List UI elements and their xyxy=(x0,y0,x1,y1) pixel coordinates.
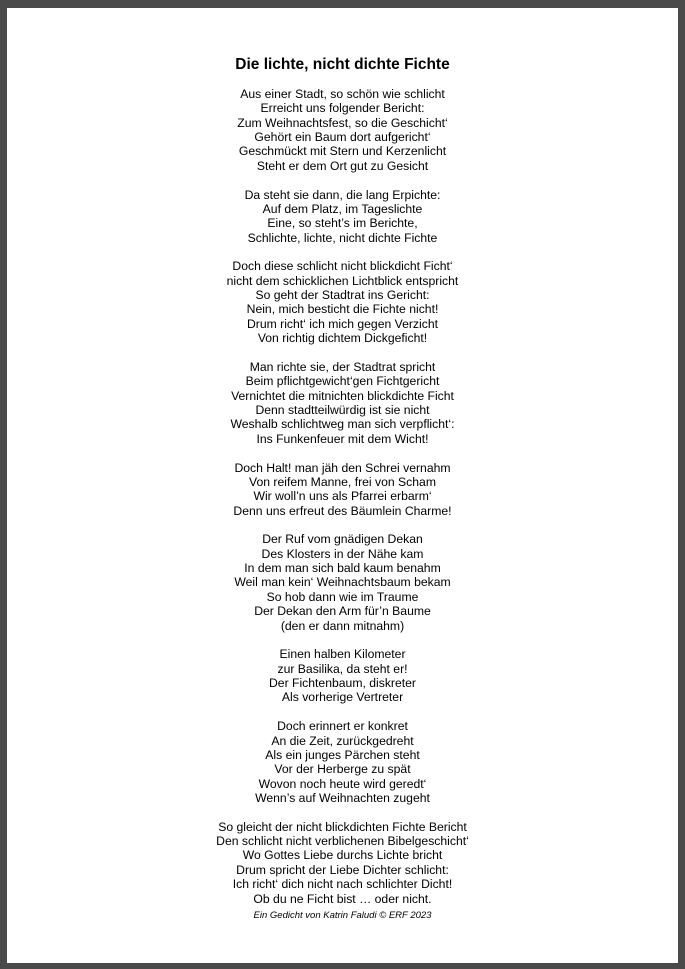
poem-line: So gleicht der nicht blickdichten Fichte Bericht xyxy=(218,819,467,834)
poem-line: Als vorherige Vertreter xyxy=(281,690,404,705)
poem-stanza xyxy=(7,532,678,632)
poem-line: Gehört ein Baum dort aufgericht‘ xyxy=(254,130,431,145)
poem-stanza xyxy=(7,719,678,805)
poem-line: Wovon noch heute wird geredt‘ xyxy=(258,776,427,791)
poem-line: Der Fichtenbaum, diskreter xyxy=(269,676,416,691)
poem-line: Erreicht uns folgender Bericht: xyxy=(260,101,425,116)
poem-stanza xyxy=(7,461,678,518)
poem-line: An die Zeit, zurückgedreht xyxy=(271,733,414,748)
poem-credit: Ein Gedicht von Katrin Faludi © ERF 2023 xyxy=(253,910,432,921)
poem-line: Aus einer Stadt, so schön wie schlicht xyxy=(240,87,445,101)
poem-stanza xyxy=(7,87,678,173)
poem-line: Wir woll’n uns als Pfarrei erbarm‘ xyxy=(253,489,432,504)
poem-line: Doch diese schlicht nicht blickdicht Ficht‘ xyxy=(232,259,453,274)
poem-line: Vernichtet die mitnichten blickdichte Ficht xyxy=(231,388,454,403)
poem-body xyxy=(7,87,678,920)
poem-line: zur Basilika, da steht er! xyxy=(277,661,408,676)
poem-line: Nein, mich besticht die Fichte nicht! xyxy=(246,302,439,317)
poem-line: Denn stadtteilwürdig ist sie nicht xyxy=(255,403,430,418)
poem-line: Da steht sie dann, die lang Erpichte: xyxy=(244,187,441,202)
poem-line: Ins Funkenfeuer mit dem Wicht! xyxy=(256,431,429,446)
poem-line: Vor der Herberge zu spät xyxy=(274,762,411,777)
poem-stanza xyxy=(7,259,678,345)
poem-line: Steht er dem Ort gut zu Gesicht xyxy=(256,158,429,173)
poem-line: Ich richt‘ dich nicht nach schlichter Dicht! xyxy=(232,877,453,892)
poem-line: Geschmückt mit Stern und Kerzenlicht xyxy=(238,144,447,159)
poem-line: Als ein junges Pärchen steht xyxy=(265,747,420,762)
poem-line: nicht dem schicklichen Lichtblick entspricht xyxy=(226,273,459,288)
poem-line: Weil man kein‘ Weihnachtsbaum bekam xyxy=(234,575,451,590)
poem-line: Von richtig dichtem Dickgeficht! xyxy=(257,331,428,346)
poem-line: (den er dann mitnahm) xyxy=(280,618,405,633)
poem-line: Wo Gottes Liebe durchs Lichte bricht xyxy=(242,848,443,863)
poem-line: Drum spricht der Liebe Dichter schlicht: xyxy=(236,862,449,877)
poem-stanza xyxy=(7,188,678,245)
poem-line: In dem man sich bald kaum benahm xyxy=(244,561,441,576)
poem-line: Einen halben Kilometer xyxy=(279,647,406,662)
poem-line: Den schlicht nicht verblichenen Bibelgeschicht‘ xyxy=(216,834,469,849)
poem-stanza xyxy=(7,820,678,906)
poem-line: Der Dekan den Arm für’n Baume xyxy=(254,604,431,619)
poem-line: Schlichte, lichte, nicht dichte Fichte xyxy=(247,230,438,245)
poem-line: Zum Weihnachtsfest, so die Geschicht‘ xyxy=(237,115,448,130)
poem-stanza xyxy=(7,647,678,704)
poem-line: Weshalb schlichtweg man sich verpflicht‘: xyxy=(230,417,455,432)
poem-line: Doch Halt! man jäh den Schrei vernahm xyxy=(234,460,451,475)
poem-line: Des Klosters in der Nähe kam xyxy=(261,546,424,561)
poem-line: Ob du ne Ficht bist … oder nicht. xyxy=(253,891,432,906)
document-page xyxy=(7,8,678,963)
poem-line: Beim pflichtgewicht‘gen Fichtgericht xyxy=(245,374,440,389)
poem-line: Drum richt‘ ich mich gegen Verzicht xyxy=(246,316,438,331)
poem-line: Wenn’s auf Weihnachten zugeht xyxy=(255,790,430,805)
poem-line: So hob dann wie im Traume xyxy=(266,589,419,604)
poem-line: Auf dem Platz, im Tageslichte xyxy=(262,201,423,216)
poem-line: So geht der Stadtrat ins Gericht: xyxy=(255,288,430,303)
poem-line: Eine, so steht’s im Berichte, xyxy=(267,216,418,231)
poem-stanza xyxy=(7,360,678,446)
poem-line: Von reifem Manne, frei von Scham xyxy=(249,474,436,489)
poem-title: Die lichte, nicht dichte Fichte xyxy=(235,56,450,73)
poem-line: Man richte sie, der Stadtrat spricht xyxy=(249,360,436,374)
poem-line: Doch erinnert er konkret xyxy=(277,719,408,734)
poem-line: Denn uns erfreut des Bäumlein Charme! xyxy=(233,503,452,518)
poem-line: Der Ruf vom gnädigen Dekan xyxy=(262,532,423,547)
